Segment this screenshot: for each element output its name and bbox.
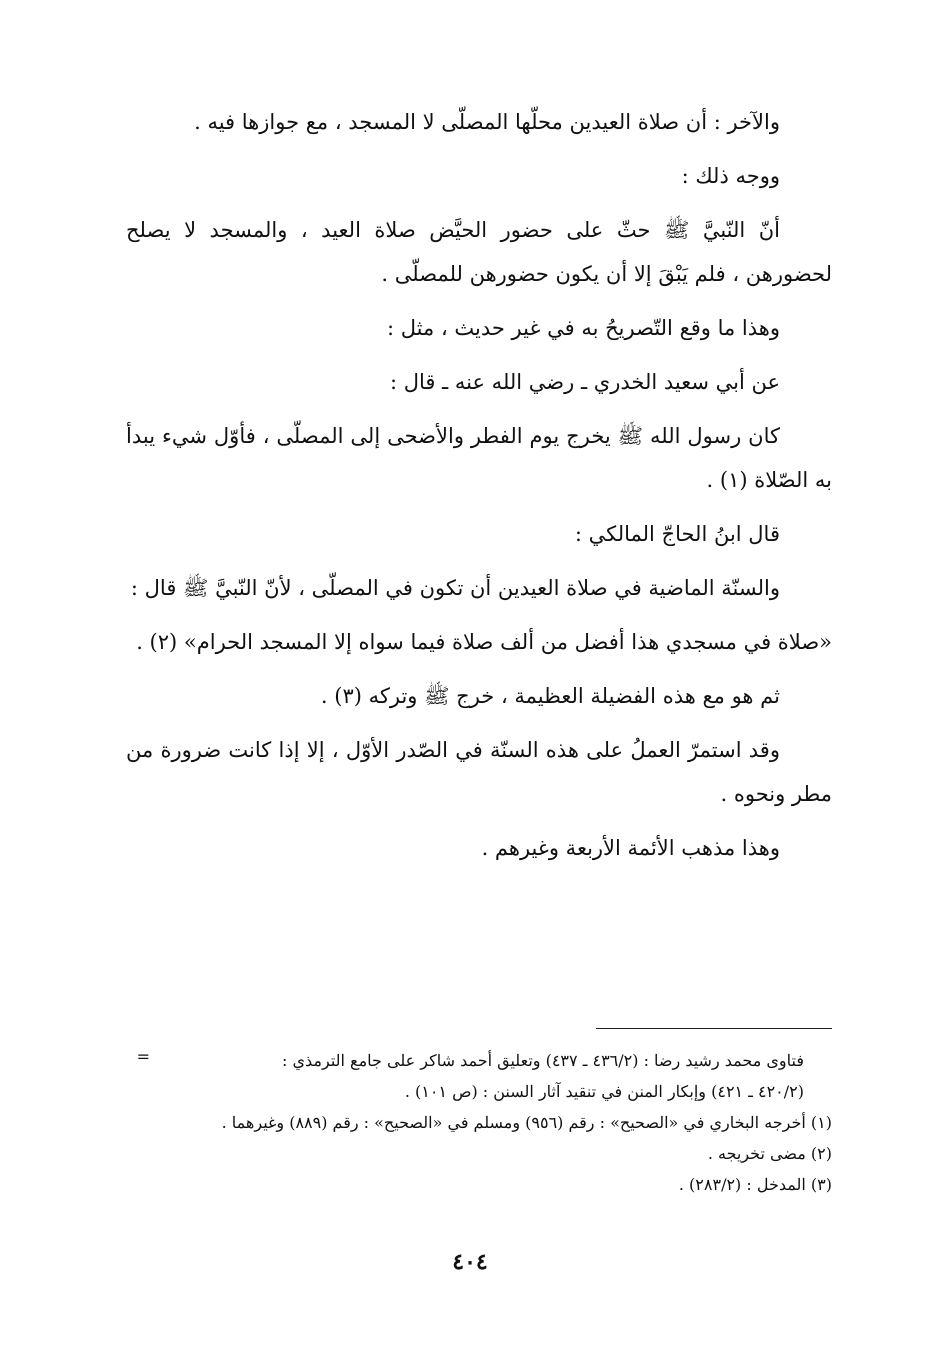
paragraph: قال ابنُ الحاجّ المالكي : [574, 522, 780, 546]
paragraph: كان رسول الله ﷺ يخرج يوم الفطر والأضحى إلى المصلّى ، فأوّل شيء يبدأ به الصّلاة (١) . [126, 424, 832, 492]
footnote-divider [596, 1028, 832, 1029]
hadith-quote: «صلاة في مسجدي هذا أفضل من ألف صلاة فيما سواه إلا المسجد الحرام» (٢) . [136, 630, 832, 654]
footnote-line: (١) أخرجه البخاري في «الصحيح» : رقم (٩٥٦) ومسلم في «الصحيح» : رقم (٨٨٩) وغيرهما . [221, 1113, 832, 1132]
main-text [126, 100, 832, 880]
footnote-line: (٣) المدخل : (٢٨٣/٢) . [678, 1175, 832, 1194]
paragraph: وقد استمرّ العملُ على هذه السنّة في الصّدر الأوّل ، إلا إذا كانت ضرورة من مطر ونحوه . [126, 738, 832, 806]
paragraph: والسنّة الماضية في صلاة العيدين أن تكون في المصلّى ، لأنّ النّبيَّ ﷺ قال : [130, 576, 780, 600]
paragraph: وهذا ما وقع التّصريحُ به في غير حديث ، مثل : [387, 316, 780, 340]
paragraph: وهذا مذهب الأئمة الأربعة وغيرهم . [481, 836, 780, 860]
page-number: ٤٠٤ [452, 1249, 488, 1275]
footnote-line: فتاوى محمد رشيد رضا : (٤٣٦/٢ ـ ٤٣٧) وتعليق أحمد شاكر على جامع الترمذي : [282, 1051, 804, 1070]
paragraph: ووجه ذلك : [681, 164, 780, 188]
footnote-continuation-mark: = [136, 1047, 150, 1066]
paragraph: ثم هو مع هذه الفضيلة العظيمة ، خرج ﷺ وتركه (٣) . [320, 684, 780, 708]
paragraph: أنّ النّبيَّ ﷺ حثّ على حضور الحيَّض صلاة العيد ، والمسجد لا يصلح لحضورهن ، فلم يَبْقَ إلا أن يكون حضورهن للمصلّى . [126, 218, 832, 286]
footnotes [126, 1045, 832, 1200]
footnote-line: (٤٢٠/٢ ـ ٤٢١) وإبكار المنن في تنقيد آثار السنن : (ص ١٠١) . [404, 1082, 804, 1101]
footnote-line: (٢) مضى تخريجه . [707, 1144, 832, 1163]
paragraph: والآخر : أن صلاة العيدين محلّها المصلّى لا المسجد ، مع جوازها فيه . [194, 110, 780, 134]
paragraph: عن أبي سعيد الخدري ـ رضي الله عنه ـ قال : [389, 370, 780, 394]
